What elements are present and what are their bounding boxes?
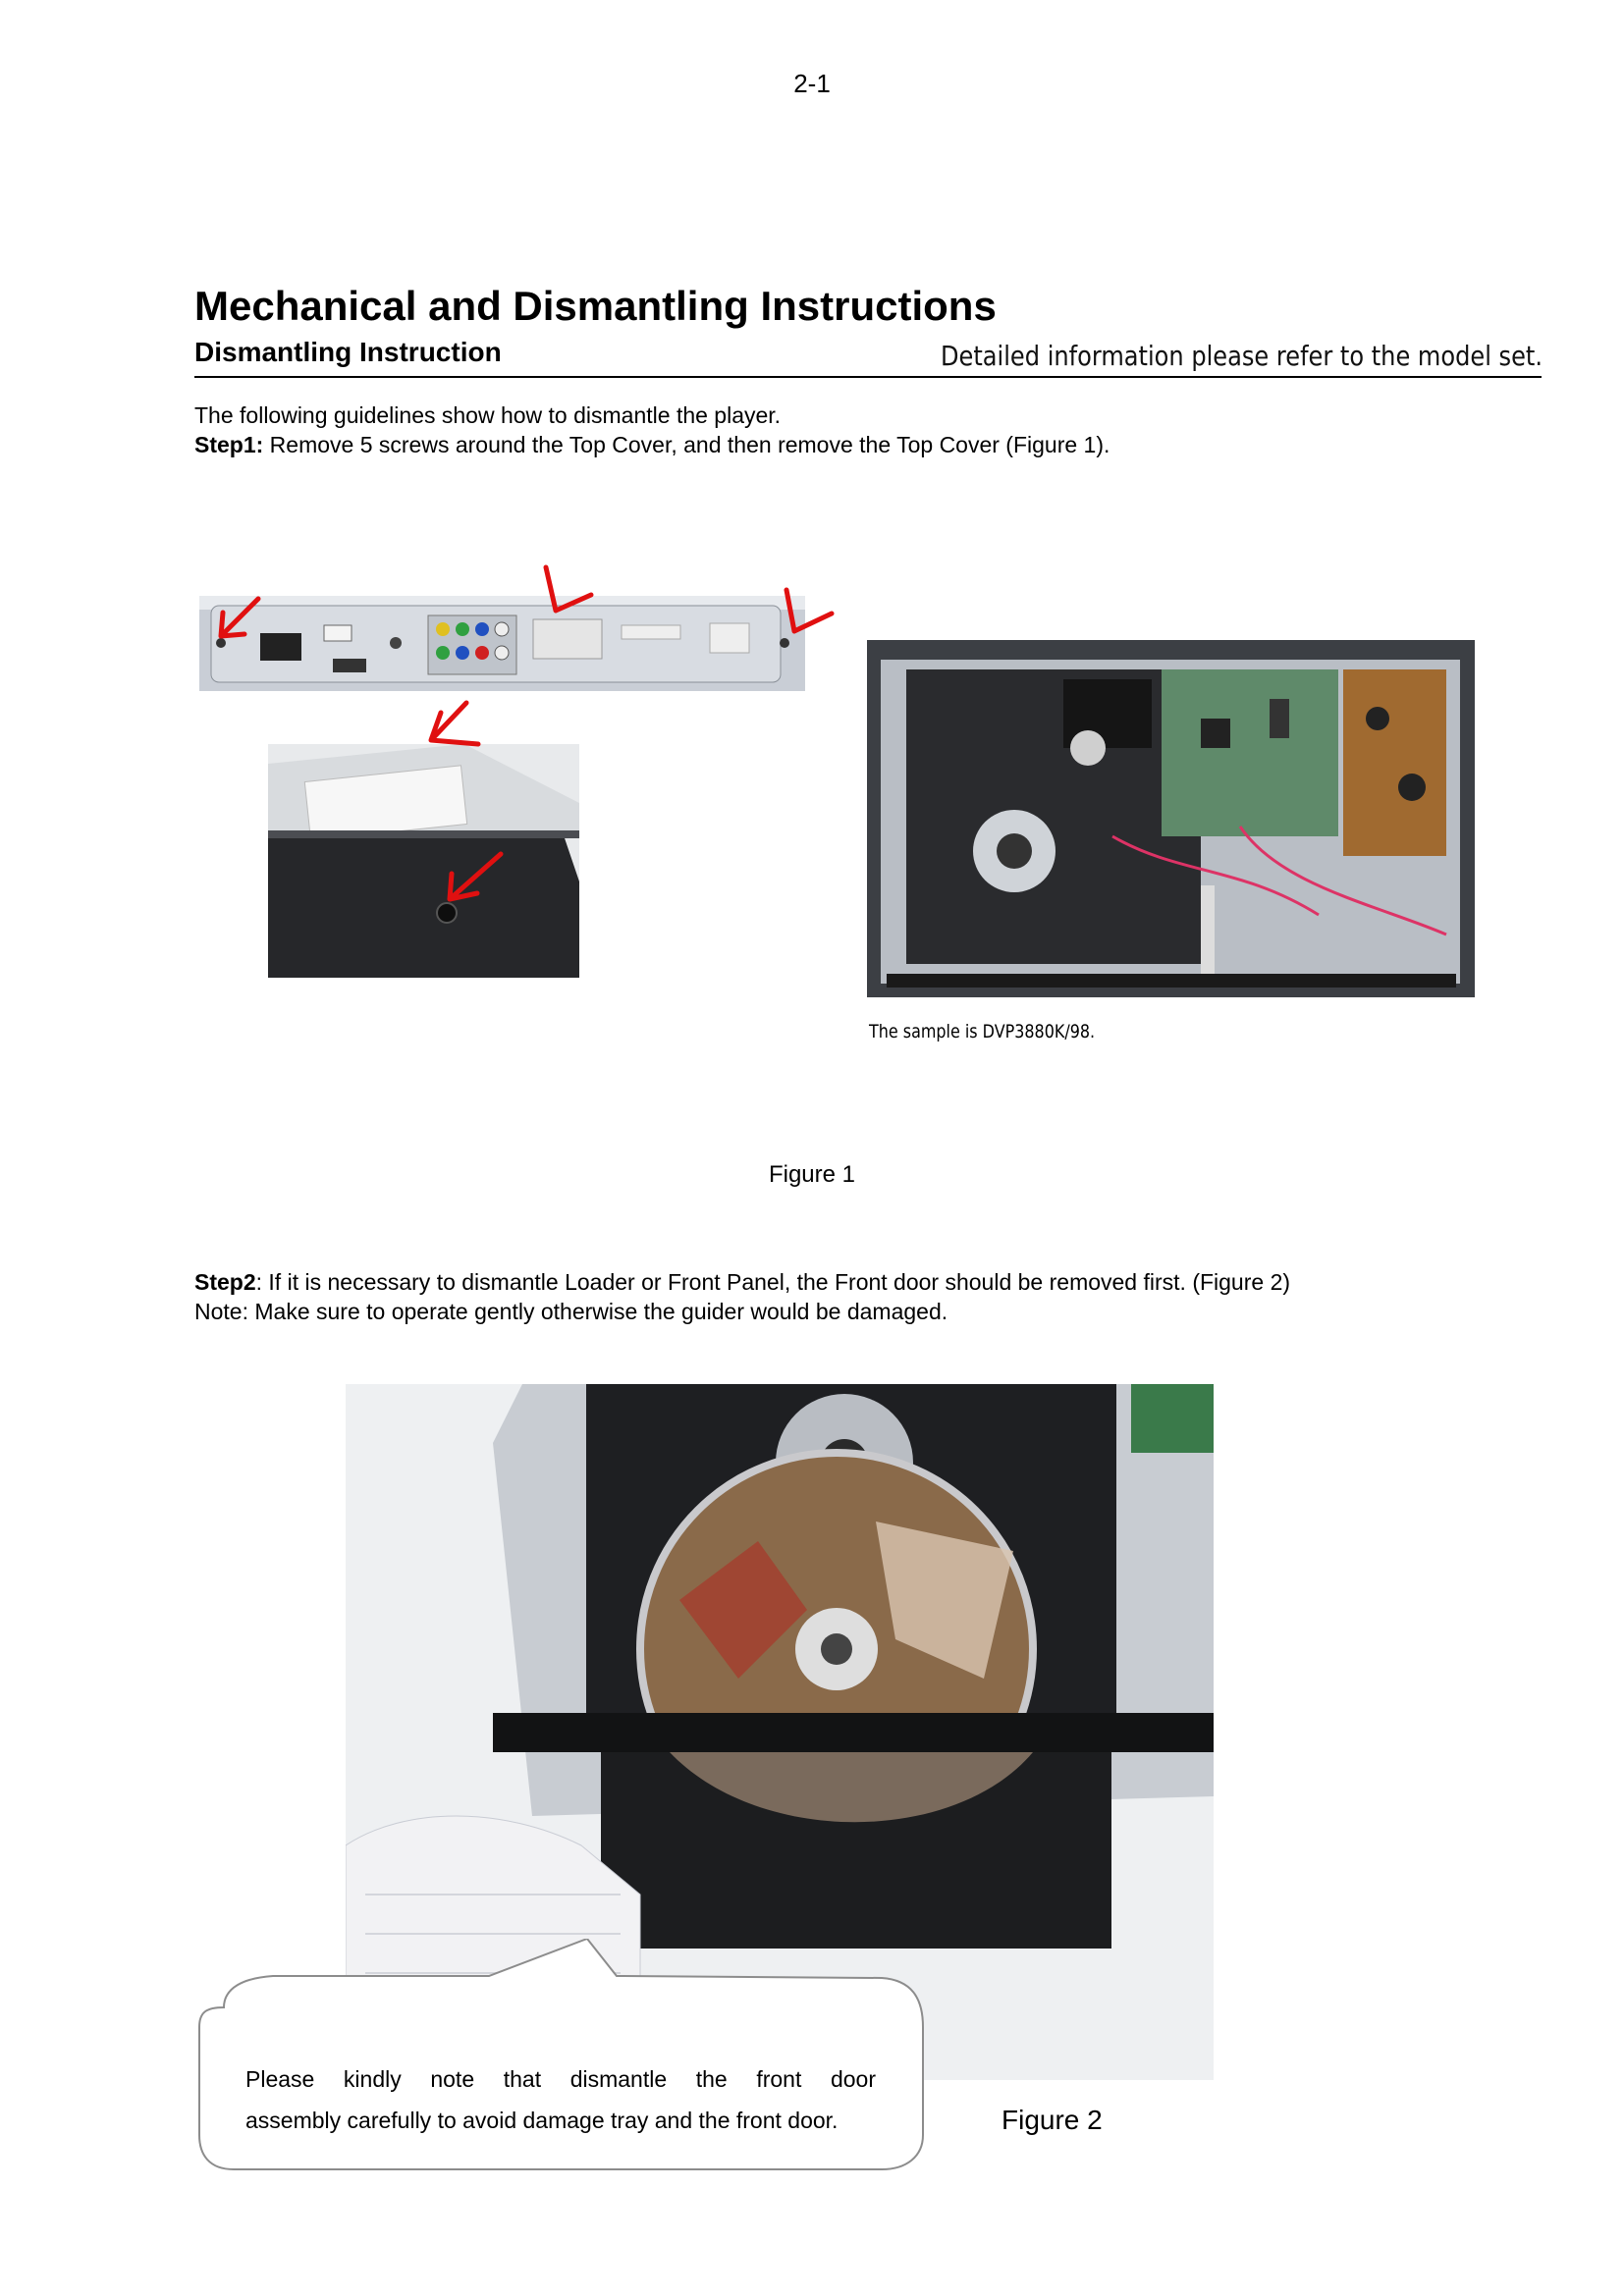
figure2-caption: Figure 2	[1001, 2105, 1103, 2135]
internal-view-photo	[867, 640, 1475, 997]
screw-arrow-icon	[209, 589, 268, 648]
screw-arrow-icon	[417, 697, 486, 756]
header-divider	[194, 376, 1542, 378]
screw-arrow-icon	[440, 846, 511, 909]
callout-text-line1: Please kindly note that dismantle the front door	[245, 2066, 876, 2092]
side-corner-photo	[268, 744, 579, 978]
step1-label: Step1:	[194, 432, 264, 457]
step2-label: Step2	[194, 1269, 256, 1295]
section-subtitle: Dismantling Instruction	[194, 337, 502, 367]
step2-note: Note: Make sure to operate gently otherwise the guider would be damaged.	[194, 1299, 948, 1324]
sample-model-caption: The sample is DVP3880K/98.	[869, 1021, 1096, 1042]
model-reference-note: Detailed information please refer to the model set.	[941, 340, 1543, 372]
rear-panel-photo	[199, 596, 805, 691]
caution-callout	[194, 1939, 926, 2174]
intro-paragraph: The following guidelines show how to dismantle the player.	[194, 402, 782, 428]
speech-bubble-shape	[194, 1939, 926, 2174]
screw-arrow-icon	[781, 584, 839, 643]
step2-text: : If it is necessary to dismantle Loader or Front Panel, the Front door should be removed first. (Figure 2)	[255, 1269, 1291, 1295]
step1-text: Remove 5 screws around the Top Cover, and then remove the Top Cover (Figure 1).	[263, 432, 1110, 457]
callout-text-line2: assembly carefully to avoid damage tray and the front door.	[245, 2108, 839, 2133]
figure1-caption: Figure 1	[768, 1161, 856, 1188]
page-number: 2-1	[793, 69, 831, 98]
page-title: Mechanical and Dismantling Instructions	[194, 283, 997, 329]
screw-arrow-icon	[540, 560, 599, 618]
step1-paragraph	[194, 432, 1110, 458]
step2-paragraph	[194, 1269, 1290, 1296]
